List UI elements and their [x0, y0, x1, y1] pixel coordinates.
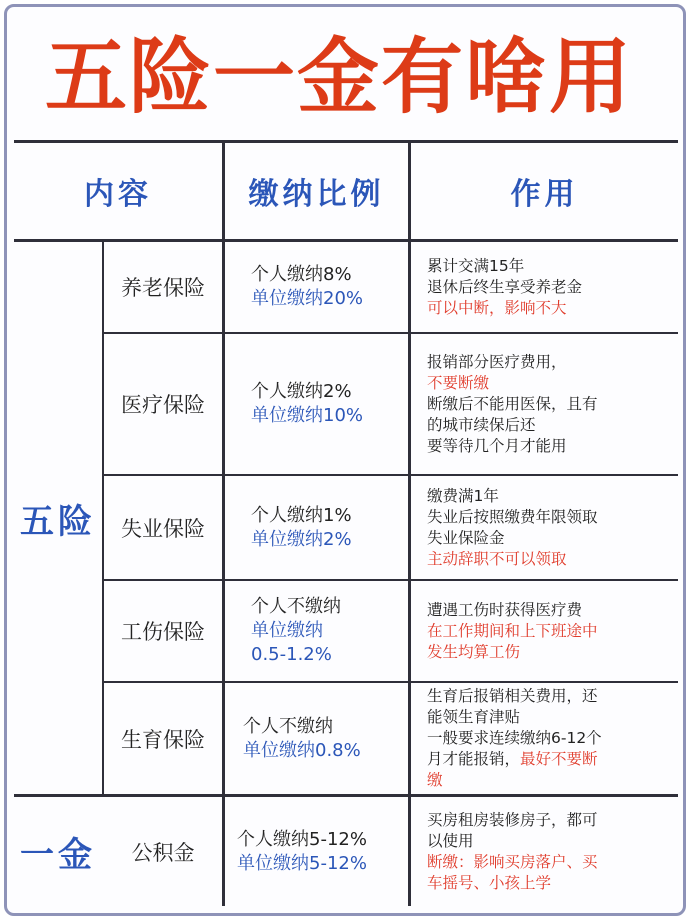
effect-text: 月才能报销，	[427, 750, 521, 768]
effect-line: 失业后按照缴费年限领取	[427, 507, 598, 526]
header-content: 内容	[84, 177, 152, 212]
personal-rate: 个人缴纳1%	[251, 504, 352, 526]
employer-rate: 单位缴纳0.8%	[243, 739, 361, 761]
effect-line: 报销部分医疗费用，	[427, 352, 567, 371]
effect-text-highlight: 最好不要断	[520, 750, 598, 768]
effect-line: 一般要求连续缴纳6-12个	[427, 729, 602, 747]
effect-line: 买房租房装修房子，都可	[427, 810, 598, 829]
header-rate: 缴纳比例	[248, 177, 385, 212]
group-one-fund: 一金	[20, 835, 96, 875]
personal-rate: 个人不缴纳	[251, 596, 341, 617]
header-effect: 作用	[510, 177, 579, 212]
effect-line-highlight: 主动辞职不可以领取	[427, 549, 567, 568]
effect-line: 遭遇工伤时获得医疗费	[427, 600, 583, 619]
employer-rate: 单位缴纳20%	[251, 288, 364, 309]
row-name-medical: 医疗保险	[121, 393, 205, 417]
effect-line: 失业保险金	[427, 528, 505, 547]
effect-line: 缴费满1年	[427, 486, 499, 505]
row-name-housing-fund: 公积金	[131, 840, 195, 865]
row-effect-medical	[411, 334, 678, 474]
employer-rate-range: 0.5-1.2%	[251, 644, 332, 665]
effect-line: 生育后报销相关费用，还	[427, 687, 598, 705]
row-rate-medical	[225, 334, 408, 474]
row-effect-work-injury	[411, 581, 678, 681]
employer-rate: 单位缴纳2%	[251, 528, 352, 550]
row-rate-unemployment	[225, 476, 408, 579]
employer-rate: 单位缴纳10%	[251, 405, 364, 426]
effect-line-highlight: 在工作期间和上下班途中	[427, 621, 598, 640]
employer-rate: 单位缴纳5-12%	[237, 852, 367, 874]
row-name-unemployment: 失业保险	[121, 516, 205, 541]
effect-line-highlight: 发生均算工伤	[427, 642, 521, 661]
employer-rate: 单位缴纳	[251, 620, 323, 641]
effect-line-highlight: 缴	[427, 771, 443, 789]
effect-line-highlight: 断缴：影响买房落户、买	[427, 852, 598, 871]
effect-line: 断缴后不能用医保，且有	[427, 394, 598, 413]
effect-line: 要等待几个月才能用	[427, 436, 567, 455]
effect-line: 退休后终生享受养老金	[427, 277, 583, 296]
row-rate-pension	[225, 242, 408, 332]
row-effect-pension	[411, 242, 678, 332]
effect-line: 的城市续保后还	[427, 415, 536, 434]
personal-rate: 个人不缴纳	[243, 715, 333, 737]
row-rate-housing-fund	[225, 797, 408, 906]
row-name-work-injury: 工伤保险	[121, 620, 205, 644]
row-rate-work-injury	[225, 581, 408, 681]
group-five-insurances: 五险	[20, 501, 96, 542]
effect-line-highlight: 可以中断，影响不大	[427, 298, 567, 317]
effect-line-mixed	[427, 749, 678, 770]
effect-line: 累计交满15年	[427, 256, 525, 275]
effect-line: 以使用	[427, 831, 474, 850]
effect-line-highlight: 不要断缴	[427, 373, 490, 392]
personal-rate: 个人缴纳8%	[251, 264, 352, 285]
row-name-pension: 养老保险	[121, 276, 205, 300]
page-title: 五险一金有啥用	[44, 30, 633, 125]
row-effect-unemployment	[411, 476, 678, 579]
effect-line-highlight: 车摇号、小孩上学	[427, 873, 552, 892]
row-name-maternity: 生育保险	[121, 727, 205, 752]
row-effect-housing-fund	[411, 797, 678, 906]
row-effect-maternity	[411, 683, 678, 794]
effect-line: 能领生育津贴	[427, 708, 521, 726]
personal-rate: 个人缴纳5-12%	[237, 828, 367, 850]
personal-rate: 个人缴纳2%	[251, 381, 352, 402]
row-rate-maternity	[225, 683, 408, 794]
